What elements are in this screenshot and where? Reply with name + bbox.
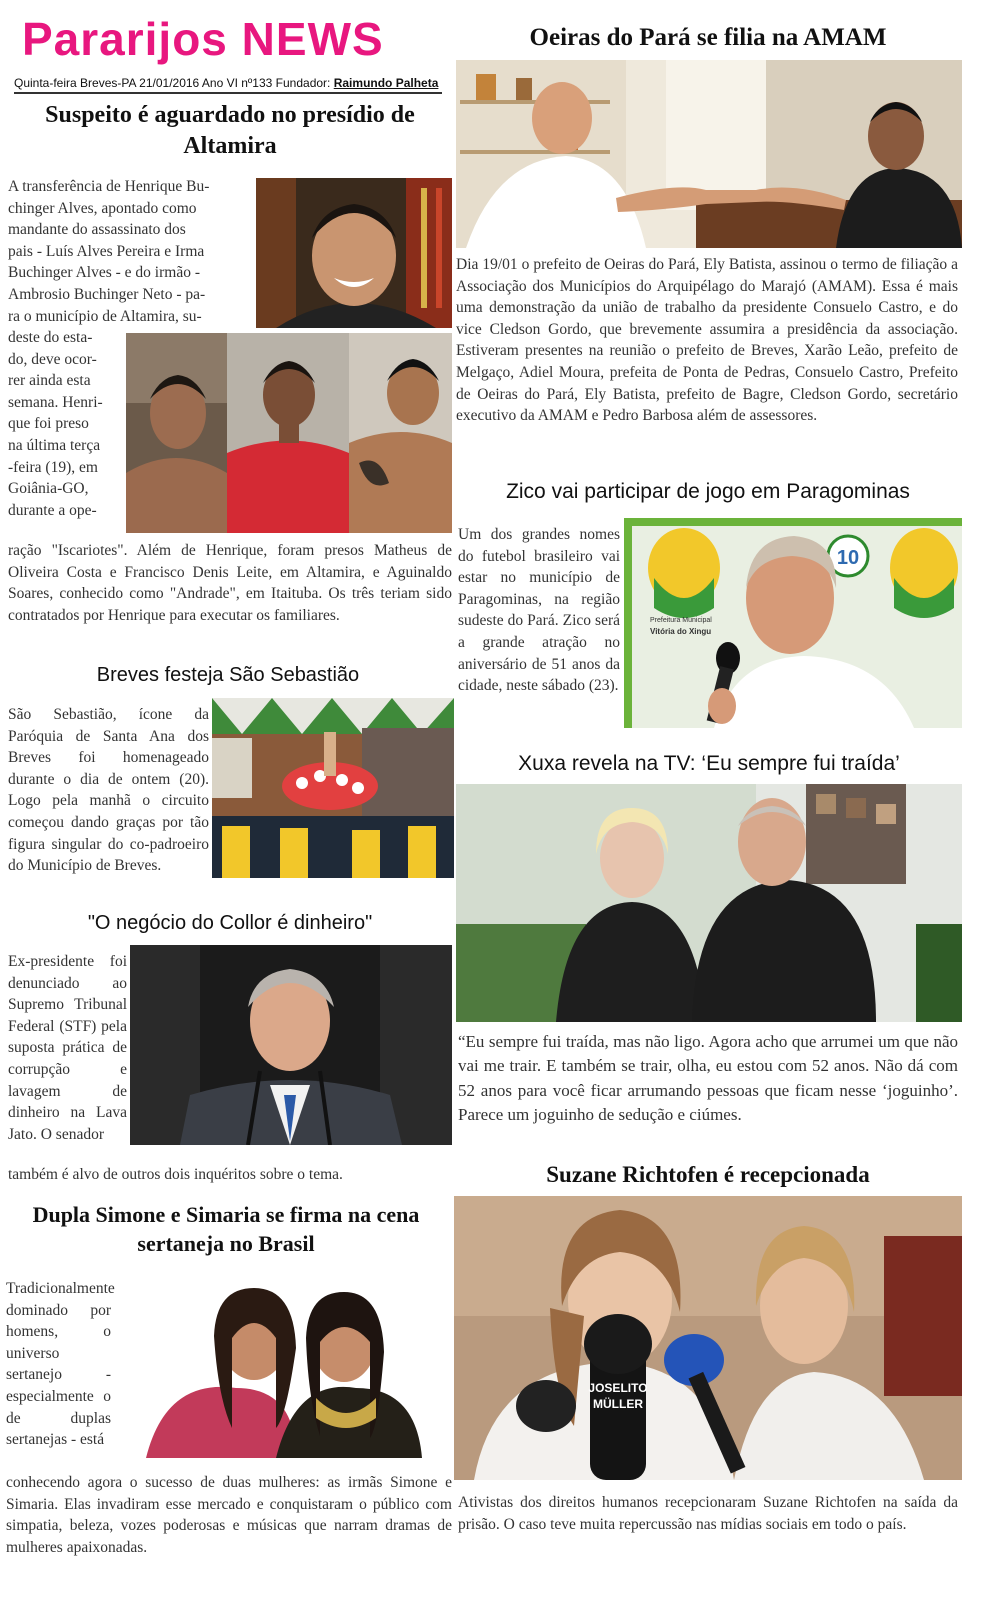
masthead-dateline <box>14 76 454 90</box>
suzane-text: Ativistas dos direitos humanos recepcionaram Suzane Richtofen na saída da prisão. O caso teve muita repercussão nas mídias sociais em todo o país. <box>458 1494 958 1533</box>
zico-photo <box>624 518 962 728</box>
dupla-photo <box>126 1278 426 1458</box>
oeiras-headline: Oeiras do Pará se filia na AMAM <box>529 24 887 51</box>
xuxa-headline: Xuxa revela na TV: ‘Eu sempre fui traída’ <box>518 752 900 775</box>
masthead-title: Pararijos NEWS <box>22 13 384 65</box>
collor-photo <box>130 945 452 1145</box>
suzane-mic-text-2: MÜLLER <box>593 1397 643 1411</box>
oeiras-handshake-photo <box>456 60 962 248</box>
suspect-photo-1 <box>126 333 227 533</box>
zico-text: Um dos grandes nomes do futebol brasileiro vai estar no município de Paragominas, na região sudeste do Pará. Zico será a grande atração no aniversário de 51 anos da cidade, neste sábado (23). <box>458 526 620 695</box>
suspect-photo-2 <box>227 333 349 533</box>
masthead-rule <box>14 92 442 94</box>
xuxa-text: “Eu sempre fui traída, mas não ligo. Agora acho que arrumei um que não vai me trair. E também se trair, olha, eu estou com 52 anos. Não dá com 52 anos para você ficar arrumando pessoas que ficam nesse ‘joguinho’. Parece um joguinho de sedução e ciúmes. <box>458 1032 958 1125</box>
dupla-continuation: conhecendo agora o sucesso de duas mulheres: as irmãs Simone e Simaria. Elas invadiram esse mercado e conquistaram o público com simpatia, beleza, vozes poderosas e músicas que narram dramas de mulheres apaixonadas. <box>6 1474 452 1556</box>
founder-name: Raimundo Palheta <box>333 76 439 90</box>
henrique-photo <box>256 178 452 328</box>
suspect-photo-3 <box>349 333 452 533</box>
suspeito-continuation: ração "Iscariotes". Além de Henrique, foram presos Matheus de Oliveira Costa e Francisco Denis Leite, em Altamira, e Aguinaldo Soares, conhecido como "Andrade", em Itaituba. Os três teriam sido contratados por Henrique para executar os familiares. <box>8 542 452 624</box>
suspeito-text-narrow: deste do esta- do, deve ocor- rer ainda esta semana. Henri- que foi preso na última terça -feira (19), em Goiânia-GO, durante a ope- <box>8 329 103 519</box>
zico-banner-number: 10 <box>836 547 860 569</box>
suzane-headline: Suzane Richtofen é recepcionada <box>546 1162 870 1187</box>
collor-headline: "O negócio do Collor é dinheiro" <box>87 912 373 934</box>
breves-procession-photo <box>212 698 454 878</box>
collor-last-line: também é alvo de outros dois inquéritos sobre o tema. <box>8 1166 343 1183</box>
suspeito-headline: Suspeito é aguardado no presídio de Altamira <box>45 102 415 159</box>
dupla-text: Tradicionalmente dominado por homens, o universo sertanejo - especialmente o de duplas sertanejas - está <box>6 1280 115 1449</box>
zico-banner-text-1: Prefeitura Municipal <box>650 617 712 624</box>
dateline-text: Quinta-feira Breves-PA 21/01/2016 Ano VI nº133 Fundador: <box>14 76 331 90</box>
suzane-mic-text-1: JOSELITO <box>588 1381 648 1395</box>
breves-headline: Breves festeja São Sebastião <box>96 664 360 686</box>
zico-headline: Zico vai participar de jogo em Paragominas <box>506 480 910 503</box>
xuxa-photo <box>456 784 962 1022</box>
zico-banner-text-2: Vitória do Xingu <box>650 627 712 636</box>
oeiras-text: Dia 19/01 o prefeito de Oeiras do Pará, Ely Batista, assinou o termo de filiação a Associação dos Municípios do Arquipélago do Marajó (AMAM). Essa é mais uma demonstração da união de trabalho da presidente Consuelo Castro, e do vice Cledson Gordo, que brevemente assumira a presidência da associação. Estiveram presentes na reunião o prefeito de Breves, Xarão Leão, prefeito de Melgaço, Adiel Moura, prefeita de Ponta de Pedras, Consuelo Castro, Prefeito de Oeiras do Pará, Ely Batista, prefeito de Bagre, Cledson Gordo, secretário executivo da AMAM e Pedro Barbosa além de assessores. <box>456 256 958 425</box>
breves-text: São Sebastião, ícone da Paróquia de Santa Ana dos Breves foi homenageado durante o dia de ontem (20). Logo pela manhã o circuito começou dando graças por tão figura singular do co-padroeiro do Município de Breves. <box>8 706 209 875</box>
suspeito-text-wide: A transferência de Henrique Bu- chinger Alves, apontado como mandante do assassinato dos pais - Luís Alves Pereira e Irma Buchinger Alves - e do irmão - Ambrosio Buchinger Neto - pa- ra o município de Altamira, su- <box>8 178 210 325</box>
dupla-headline: Dupla Simone e Simaria se firma na cena sertaneja no Brasil <box>32 1202 420 1256</box>
suzane-photo <box>454 1196 962 1480</box>
collor-text: Ex-presidente foi denunciado ao Supremo Tribunal Federal (STF) pela suposta prática de corrupção e lavagem de dinheiro na Lava Jato. O senador <box>8 953 127 1143</box>
